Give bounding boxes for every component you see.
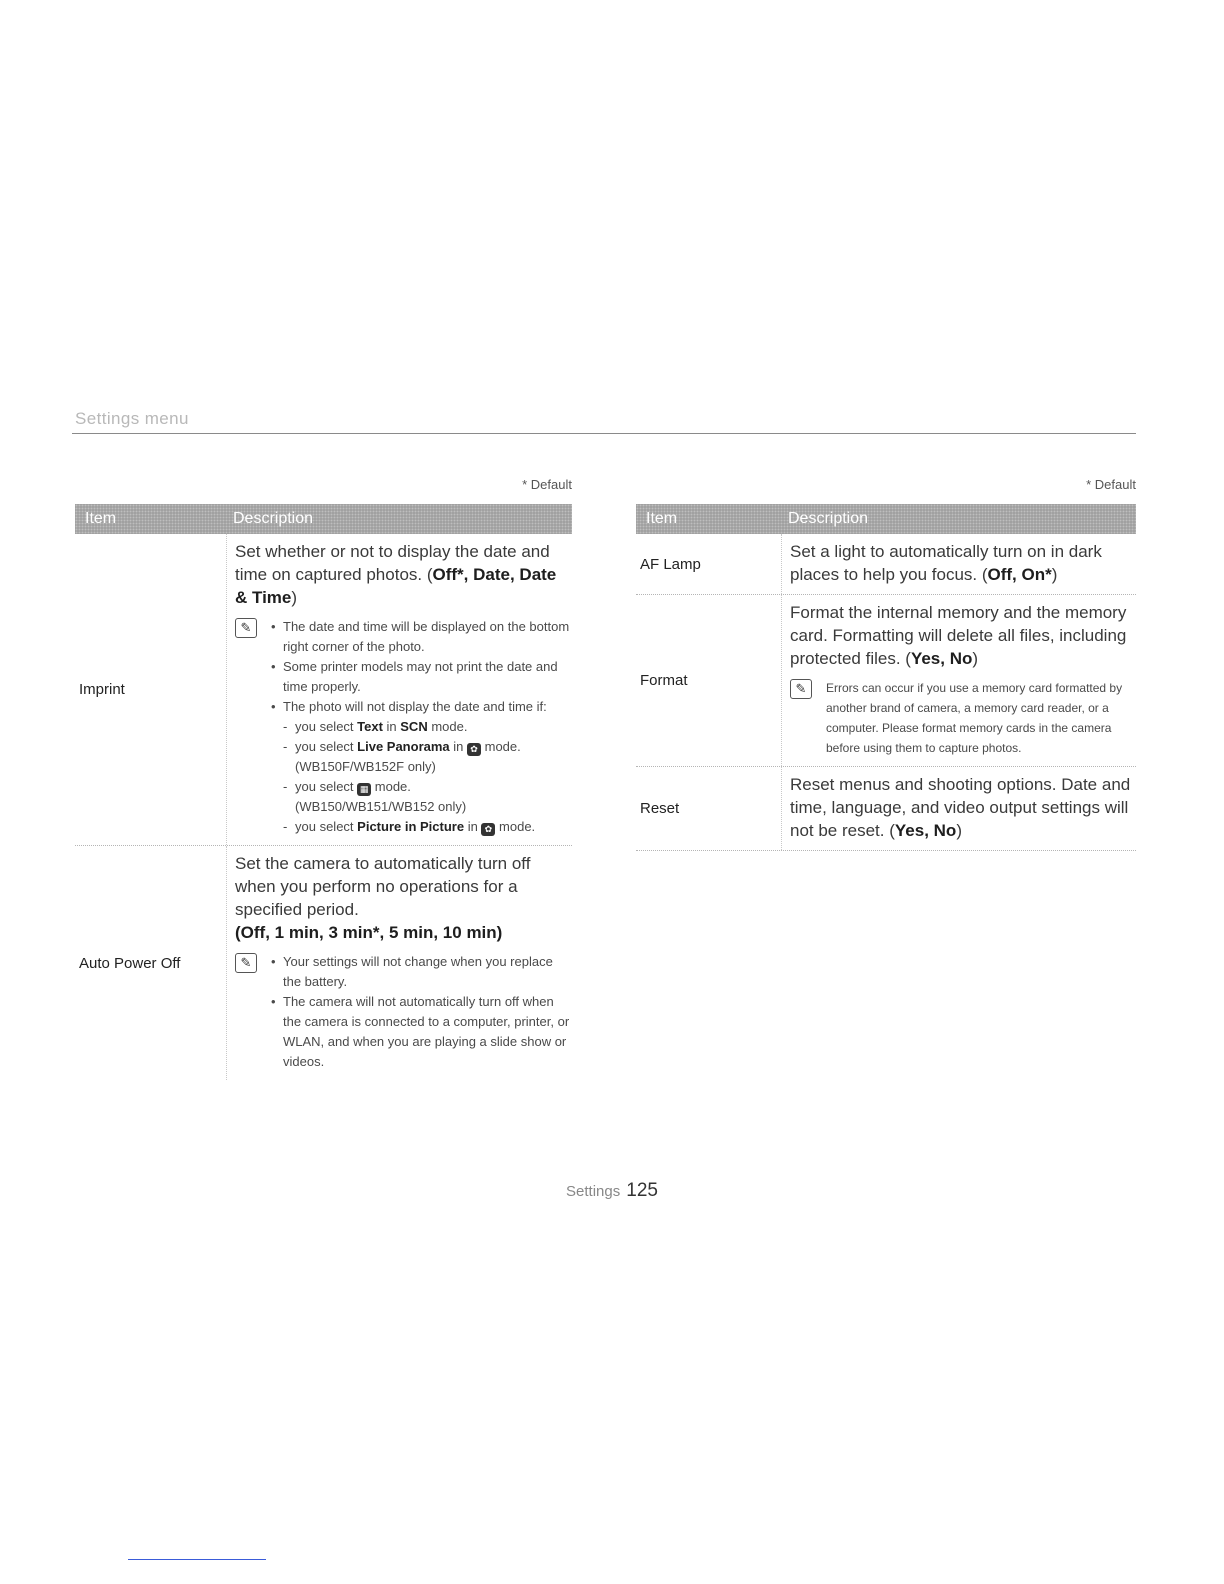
item-format: Format <box>636 595 782 766</box>
format-options: Yes, No <box>910 649 973 668</box>
right-settings-table <box>636 476 1136 851</box>
item-af-lamp: AF Lamp <box>636 534 782 594</box>
imprint-options: Off*, Date, Date & Time <box>235 565 557 607</box>
table-row-format <box>636 595 1136 767</box>
note-item: • Your settings will not change when you replace the battery. <box>271 952 572 992</box>
imprint-note <box>235 617 572 837</box>
note-item: • The date and time will be displayed on the bottom right corner of the photo. <box>271 617 572 657</box>
format-note <box>790 678 1136 758</box>
imprint-description: Set whether or not to display the date and time on captured photos. (Off*, Date, Date & Time) <box>235 542 557 607</box>
page-footer <box>0 1180 1224 1202</box>
header-description: Description <box>788 510 869 527</box>
note-subitem: - you select Picture in Picture in ✿ mode. <box>271 817 572 837</box>
table-row-reset <box>636 767 1136 851</box>
top-divider <box>72 433 1136 434</box>
default-note: * Default <box>522 477 572 492</box>
note-pencil-icon: ✎ <box>235 618 257 638</box>
page-number: 125 <box>626 1180 658 1201</box>
item-reset: Reset <box>636 767 782 850</box>
description-auto-power-off <box>227 846 572 1080</box>
table-header <box>75 504 572 534</box>
af-lamp-options: Off, On* <box>987 565 1052 584</box>
reset-options: Yes, No <box>894 821 957 840</box>
note-item: • The camera will not automatically turn off when the camera is connected to a computer, printer, or WLAN, and when you are playing a slide show or videos. <box>271 992 572 1072</box>
left-settings-table <box>75 476 572 1080</box>
item-auto-power-off: Auto Power Off <box>75 846 227 1080</box>
auto-power-off-note <box>235 952 572 1072</box>
note-subitem: - you select Live Panorama in ✿ mode. <box>271 737 572 757</box>
table-header <box>636 504 1136 534</box>
item-imprint: Imprint <box>75 534 227 845</box>
default-note: * Default <box>1086 477 1136 492</box>
description-imprint <box>227 534 572 845</box>
note-subitem-continued: (WB150/WB151/WB152 only) <box>295 799 467 814</box>
description-reset: Reset menus and shooting options. Date and time, language, and video output settings will not be reset. (Yes, No) <box>790 775 1131 840</box>
description-format: Format the internal memory and the memory card. Formatting will delete all files, including protected files. (Yes, No) ✎ Errors can occur if you use a memory card formatted by another brand of camera, a memory card reader, or a computer. Please format memory cards in the camera before using them to capture photos. <box>782 595 1136 766</box>
table-row-af-lamp <box>636 534 1136 595</box>
header-description: Description <box>233 510 314 527</box>
note-item: Errors can occur if you use a memory card formatted by another brand of camera, a memory card reader, or a computer. Please format memory cards in the camera before using them to capture photos. <box>826 681 1123 755</box>
note-subitem: - you select Text in SCN mode. <box>271 717 572 737</box>
table-row-imprint <box>75 534 572 846</box>
filmstrip-mode-icon: ▦ <box>357 783 371 796</box>
note-pencil-icon: ✎ <box>235 953 257 973</box>
header-item: Item <box>85 510 117 527</box>
auto-power-off-description: Set the camera to automatically turn off when you perform no operations for a specified period. (Off, 1 min, 3 min*, 5 min, 10 min) <box>235 854 531 942</box>
note-subitem: - you select ▦ mode. <box>271 777 572 797</box>
note-pencil-icon: ✎ <box>790 679 812 699</box>
note-subitem-continued: (WB150F/WB152F only) <box>295 759 436 774</box>
smart-mode-icon: ✿ <box>481 823 495 836</box>
auto-power-off-options: (Off, 1 min, 3 min*, 5 min, 10 min) <box>235 923 503 942</box>
description-af-lamp: Set a light to automatically turn on in dark places to help you focus. (Off, On*) <box>790 542 1102 584</box>
smart-mode-icon: ✿ <box>467 743 481 756</box>
section-title: Settings menu <box>75 409 189 428</box>
header-item: Item <box>646 510 678 527</box>
note-item: • Some printer models may not print the date and time properly. <box>271 657 572 697</box>
note-item: • The photo will not display the date and time if: <box>271 697 572 717</box>
bottom-accent-line <box>128 1559 266 1560</box>
footer-label: Settings <box>566 1183 621 1200</box>
table-row-auto-power-off <box>75 846 572 1080</box>
